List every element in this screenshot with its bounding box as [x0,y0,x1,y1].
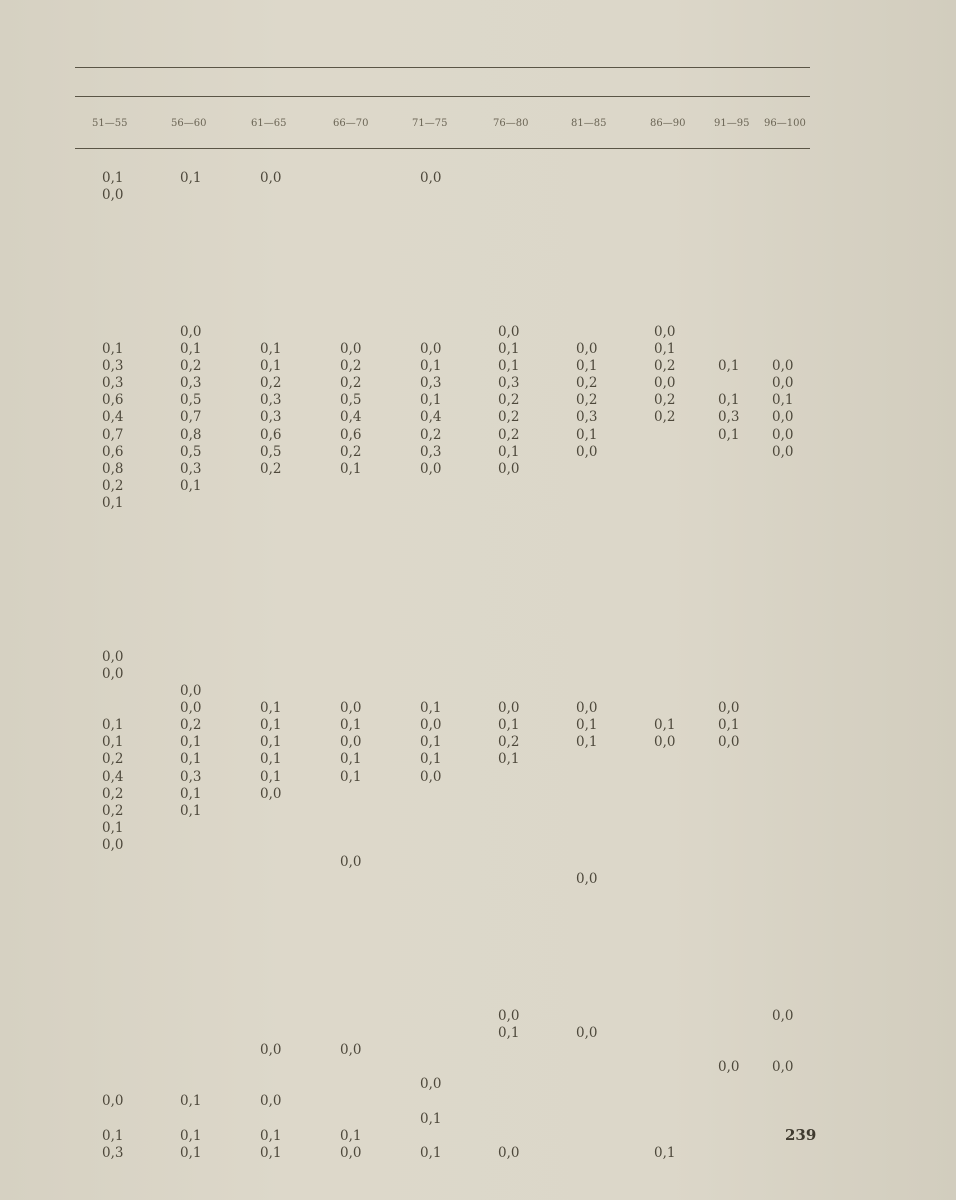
table-cell: 0,1 [772,392,794,409]
table-cell: 0,5 [260,443,282,460]
column-header: 66—70 [333,118,369,129]
table-cell: 0,8 [102,460,124,477]
table-cell: 0,0 [340,700,362,717]
table-cell: 0,1 [654,341,676,357]
table-cell: 0,1 [102,717,124,734]
table-cell: 0,1 [340,751,362,768]
table-cell: 0,3 [718,409,740,426]
table-cell: 0,1 [340,717,362,734]
table-cell: 0,0 [340,1042,362,1059]
table-cell: 0,2 [420,426,442,443]
table-cell: 0,1 [420,392,442,409]
table-header [0,118,956,136]
table-cell: 0,1 [498,751,520,768]
table-cell: 0,2 [102,802,124,819]
table-cell: 0,1 [498,341,520,357]
table-cell: 0,1 [180,734,202,751]
table-cell: 0,0 [772,1059,794,1076]
table-cell: 0,1 [260,751,282,768]
table-cell: 0,6 [260,426,282,443]
table-cell: 0,1 [102,341,124,357]
column-header: 51—55 [92,118,128,129]
table-cell: 0,2 [654,392,676,409]
table-cell: 0,3 [180,375,202,392]
table-cell: 0,2 [498,392,520,409]
table-cell: 0,0 [772,409,794,426]
table-cell: 0,0 [772,1007,794,1024]
table-cell: 0,1 [420,700,442,717]
table-cell: 0,1 [102,170,124,186]
table-cell: 0,0 [498,700,520,717]
table-cell: 0,1 [260,768,282,785]
table-cell: 0,2 [498,734,520,751]
table-cell: 0,0 [180,323,202,340]
table-cell: 0,2 [102,751,124,768]
table-cell: 0,1 [654,717,676,734]
table-cell: 0,1 [180,1093,202,1110]
table-cell: 0,2 [260,460,282,477]
table-cell: 0,6 [102,443,124,460]
table-cell: 0,0 [718,700,740,717]
table-cell: 0,1 [420,358,442,375]
table-cell: 0,0 [498,1144,520,1161]
table-cell: 0,0 [420,170,442,186]
table-cell: 0,0 [420,768,442,785]
table-cell: 0,0 [654,323,676,340]
table-cell: 0,0 [102,1093,124,1110]
table-cell: 0,0 [772,426,794,443]
table-cell: 0,2 [180,358,202,375]
table-cell: 0,2 [340,375,362,392]
table-cell: 0,0 [576,700,598,717]
table-cell: 0,0 [420,1076,442,1093]
table-cell: 0,3 [576,409,598,426]
table-cell: 0,0 [340,341,362,357]
column-header: 81—85 [571,118,607,129]
table-cell: 0,1 [102,1127,124,1144]
table-cell: 0,4 [102,768,124,785]
table-cell: 0,0 [102,836,124,853]
table-cell: 0,1 [498,1025,520,1041]
table-cell: 0,0 [772,443,794,460]
table-cell: 0,0 [772,358,794,375]
table-cell: 0,1 [498,443,520,460]
table-cell: 0,1 [576,734,598,751]
table-cell: 0,0 [340,734,362,751]
table-cell: 0,1 [576,358,598,375]
column-header: 71—75 [412,118,448,129]
table-cell: 0,0 [576,341,598,357]
table-cell: 0,0 [340,1144,362,1161]
table-cell: 0,7 [102,426,124,443]
table-cell: 0,0 [180,700,202,717]
table-cell: 0,1 [180,477,202,494]
column-header: 76—80 [493,118,529,129]
table-cell: 0,0 [420,717,442,734]
table-cell: 0,3 [420,375,442,392]
column-header: 86—90 [650,118,686,129]
table-cell: 0,0 [654,734,676,751]
table-cell: 0,1 [260,700,282,717]
table-cell: 0,3 [260,392,282,409]
table-cell: 0,0 [718,1059,740,1076]
table-cell: 0,5 [340,392,362,409]
column-header: 61—65 [251,118,287,129]
table-cell: 0,3 [498,375,520,392]
table-cell: 0,1 [180,1144,202,1161]
table-cell: 0,0 [260,1093,282,1110]
table-cell: 0,0 [260,785,282,802]
table-cell: 0,1 [498,717,520,734]
table-cell: 0,0 [654,375,676,392]
table-cell: 0,3 [180,460,202,477]
table-cell: 0,0 [420,341,442,357]
table-cell: 0,3 [180,768,202,785]
table-cell: 0,4 [102,409,124,426]
table-cell: 0,5 [180,392,202,409]
table-cell: 0,3 [260,409,282,426]
table-cell: 0,2 [102,785,124,802]
table-cell: 0,0 [576,443,598,460]
table-cell: 0,2 [654,358,676,375]
table-cell: 0,1 [654,1144,676,1161]
table-cell: 0,1 [718,392,740,409]
table-cell: 0,1 [260,341,282,357]
table-cell: 0,3 [102,375,124,392]
table-cell: 0,3 [420,443,442,460]
table-cell: 0,1 [260,734,282,751]
table-cell: 0,1 [420,734,442,751]
table-cell: 0,0 [340,854,362,870]
table-cell: 0,2 [576,392,598,409]
table-cell: 0,2 [654,409,676,426]
table-cell: 0,8 [180,426,202,443]
column-header: 96—100 [764,118,806,129]
header-top-rule [75,96,810,97]
table-cell: 0,2 [260,375,282,392]
table-cell: 0,1 [180,170,202,186]
table-cell: 0,3 [102,1144,124,1161]
table-cell: 0,0 [772,375,794,392]
table-cell: 0,1 [260,358,282,375]
table-cell: 0,0 [576,871,598,888]
table-cell: 0,0 [180,683,202,699]
table-cell: 0,1 [718,717,740,734]
table-cell: 0,1 [180,785,202,802]
table-cell: 0,2 [498,426,520,443]
table-cell: 0,0 [260,1042,282,1059]
table-cell: 0,1 [102,494,124,511]
table-cell: 0,0 [498,323,520,340]
header-bottom-rule [75,148,810,149]
table-cell: 0,2 [576,375,598,392]
table-cell: 0,1 [718,358,740,375]
table-cell: 0,1 [340,460,362,477]
table-cell: 0,1 [260,1144,282,1161]
table-cell: 0,1 [180,341,202,357]
table-cell: 0,1 [420,751,442,768]
table-cell: 0,1 [102,734,124,751]
table-cell: 0,1 [498,358,520,375]
table-cell: 0,4 [420,409,442,426]
table-cell: 0,0 [718,734,740,751]
table-cell: 0,4 [340,409,362,426]
table-cell: 0,2 [180,717,202,734]
table-cell: 0,1 [180,1127,202,1144]
table-cell: 0,6 [340,426,362,443]
table-cell: 0,1 [576,717,598,734]
table-cell: 0,0 [260,170,282,186]
table-cell: 0,1 [102,819,124,836]
table-cell: 0,0 [420,460,442,477]
table-cell: 0,1 [260,717,282,734]
table-cell: 0,3 [102,358,124,375]
table-cell: 0,1 [180,751,202,768]
table-cell: 0,0 [576,1025,598,1041]
table-cell: 0,2 [498,409,520,426]
table-cell: 0,0 [102,648,124,665]
table-cell: 0,1 [420,1110,442,1127]
table-cell: 0,0 [498,460,520,477]
table-cell: 0,1 [180,802,202,819]
table-cell: 0,0 [102,187,124,204]
table-cell: 0,1 [260,1127,282,1144]
top-rule [75,67,810,68]
column-header: 91—95 [714,118,750,129]
table-cell: 0,1 [340,1127,362,1144]
table-cell: 0,7 [180,409,202,426]
table-cell: 0,1 [340,768,362,785]
table-cell: 0,2 [340,443,362,460]
column-header: 56—60 [171,118,207,129]
table-cell: 0,1 [576,426,598,443]
table-cell: 0,6 [102,392,124,409]
table-cell: 0,0 [498,1007,520,1024]
page-number: 239 [785,1126,817,1144]
table-cell: 0,1 [718,426,740,443]
table-cell: 0,5 [180,443,202,460]
table-cell: 0,1 [420,1144,442,1161]
table-cell: 0,0 [102,665,124,682]
table-cell: 0,2 [102,477,124,494]
table-cell: 0,2 [340,358,362,375]
